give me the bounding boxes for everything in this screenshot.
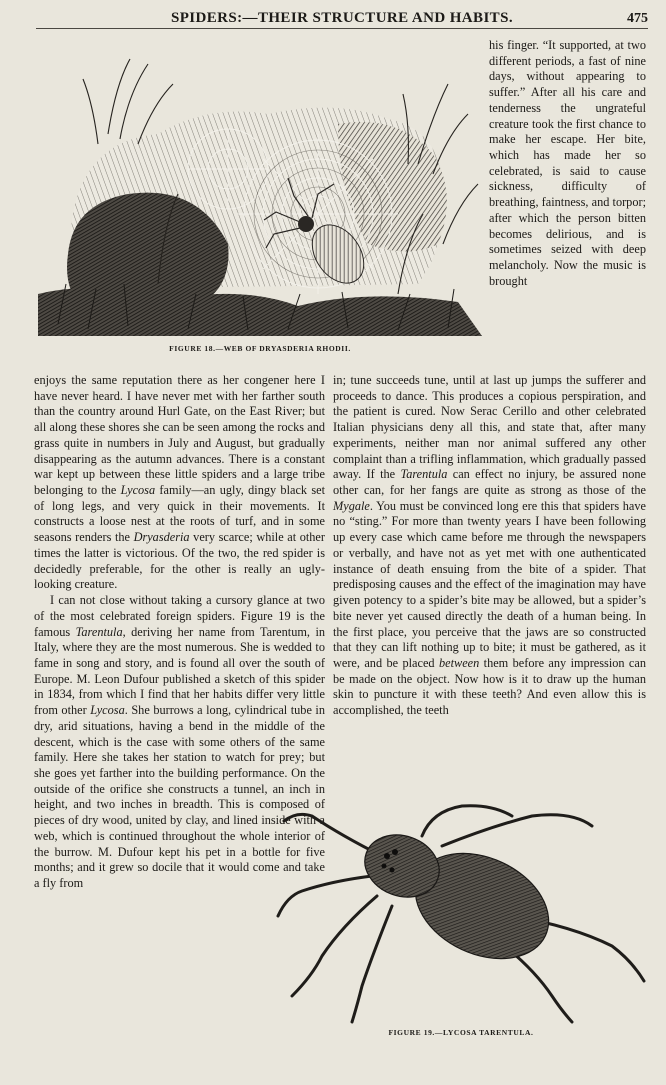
figure-19-tarantula-illustration bbox=[272, 796, 650, 1024]
paragraph: his finger. “It supported, at two different periods, a fast of nine days, without appearing to suffer.” After all his care and tenderness the ungrateful creature took the first chance to make her escape. Her bite, which has made her so celebrated, is said to cause sickness, difficulty of breathing, faintness, and torpor; after which the person bitten becomes delirious, and is sometimes seized with deep melancholy. Now the music is brought bbox=[489, 38, 646, 288]
paragraph-3: in; tune succeeds tune, until at last up jumps the sufferer and proceeds to dance. This produces a copious perspiration, and the patient is cured. Now Serac Cerillo and other celebrated Italian physicians deny all this, and state that, after many experiments, neither man nor animal suffered any other complaint than a trifling inflammation, which gradually passed away. If the Tarentula can effect no injury, be assured none other can, for her fangs are quite as strong as those of the Mygale. You must be convinced long ere this that spiders have no “sting.” For more than twenty years I have been following up every case which came before me through the newspapers or verbally, and have not as yet met with one authenticated instance of death ensuing from the bite of a spider. That predisposing causes and the effect of the imagination may have given potency to a spider’s bite may be allowed, but a spider’s bite never yet caused directly the death of a human being. In the first place, you perceive that the jaws are so constructed that they can lift nothing up to bite; it must be gathered, as it were, and be placed between them before any impression can be made on the object. Now how is it to draw up the human skin to puncture it with these teeth? And even allow this is accomplished, the teeth bbox=[333, 373, 647, 718]
figure-18-web-illustration bbox=[38, 44, 482, 336]
paragraph-1: enjoys the same reputation there as her congener here I have never heard. I have never met with her farther south than the country around Hurl Gate, on the East River; but all along these shores she can be seen among the rocks and grass quite in numbers in July and August, but gradually disappearing as the autumn advances. There is a constant war kept up between these little spiders and a large tribe belonging to the Lycosa family—an ugly, dingy black set of long legs, and very quick in their movements. It constructs a loose nest at the roots of turf, and in some seasons renders the Dryasderia very scarce; while at other times the latter is victorious. Of the two, the red spider is decidedly preferable, for the other is really an ugly-looking creature. bbox=[34, 373, 325, 592]
text-column-left-lower bbox=[34, 669, 254, 1069]
text-column-right-top bbox=[489, 38, 646, 372]
spider-web-engraving-icon bbox=[38, 44, 482, 336]
header-rule bbox=[36, 28, 648, 29]
text-column-left bbox=[34, 373, 326, 890]
figure-19-caption: FIGURE 19.—LYCOSA TARENTULA. bbox=[388, 1028, 534, 1037]
text-column-right bbox=[333, 373, 646, 783]
page-number: 475 bbox=[627, 11, 648, 26]
running-title: SPIDERS:—THEIR STRUCTURE AND HABITS. bbox=[171, 10, 513, 26]
figure-18-caption: FIGURE 18.—WEB OF DRYASDERIA RHODII. bbox=[169, 344, 351, 353]
page-header bbox=[36, 8, 648, 30]
tarantula-engraving-icon bbox=[272, 796, 650, 1024]
paragraph-2: I can not close without taking a cursory glance at two of the most celebrated foreign spiders. Figure 19 is the famous Tarentula, deriving her name from Tarentum, in Italy, where they are the most numerous. She is wedded to fame in song and story, and is found all over the south of Europe. M. Leon Dufour published a sketch of this spider in 1834, from which I find that her habits differ very little from other Lycosa. She burrows a long, cylindrical tube in dry, arid situations, having a bend in the middle of the descent, which is the case with some others of the same family. Here she takes her station to watch for prey; but she goes yet farther into the building performance. On the outside of the orifice she constructs a tunnel, an inch in height, and two inches in breadth. This is composed of pieces of dry wood, united by clay, and lined inside with a web, which is continued throughout the whole interior of the burrow. M. Dufour kept his pet in a bottle for five months; and it grew so docile that it would come and take a fly from bbox=[34, 593, 326, 890]
